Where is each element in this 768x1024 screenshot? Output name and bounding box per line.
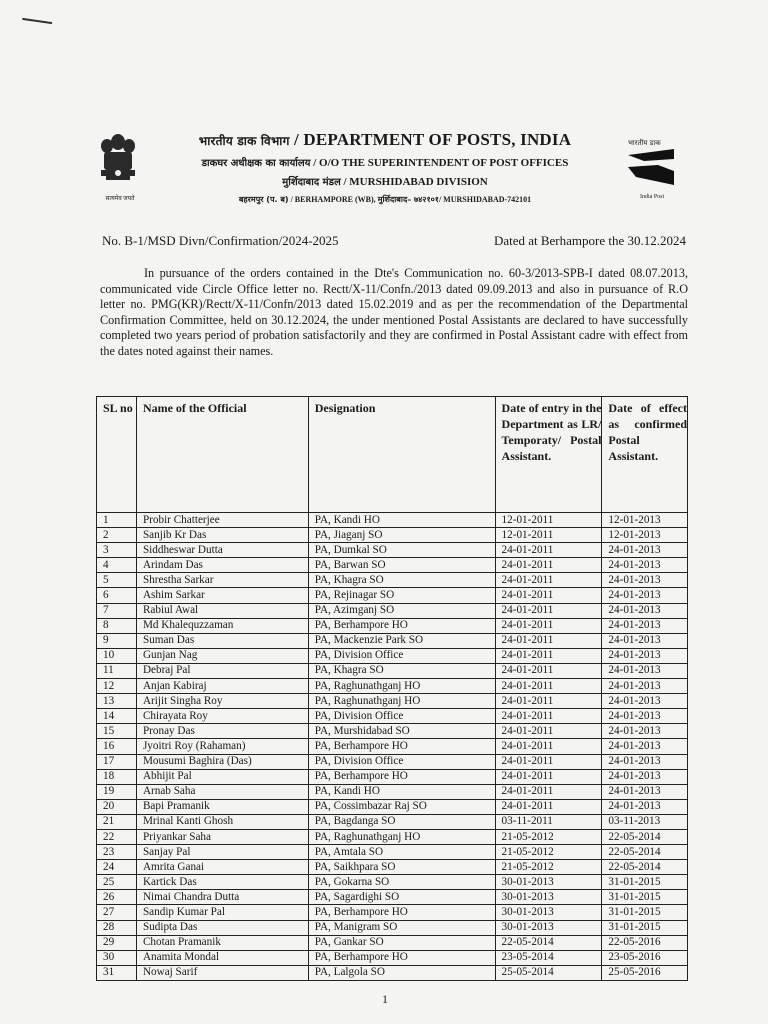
cell-entry-date: 30-01-2013 — [495, 905, 602, 920]
cell-entry-date: 24-01-2011 — [495, 543, 602, 558]
cell-designation: PA, Khagra SO — [308, 663, 495, 678]
letterhead-line-3: मुर्शिदाबाद मंडल / MURSHIDABAD DIVISION — [282, 176, 488, 188]
cell-sl: 5 — [97, 573, 137, 588]
cell-sl: 9 — [97, 633, 137, 648]
cell-effect-date: 24-01-2013 — [602, 663, 688, 678]
cell-name: Anamita Mondal — [136, 950, 308, 965]
cell-designation: PA, Berhampore HO — [308, 950, 495, 965]
cell-effect-date: 23-05-2016 — [602, 950, 688, 965]
cell-effect-date: 12-01-2013 — [602, 528, 688, 543]
cell-sl: 30 — [97, 950, 137, 965]
cell-sl: 29 — [97, 935, 137, 950]
cell-effect-date: 24-01-2013 — [602, 709, 688, 724]
cell-sl: 17 — [97, 754, 137, 769]
cell-name: Arnab Saha — [136, 784, 308, 799]
cell-designation: PA, Barwan SO — [308, 558, 495, 573]
table-row — [97, 890, 688, 905]
cell-effect-date: 24-01-2013 — [602, 648, 688, 663]
table-row — [97, 663, 688, 678]
cell-entry-date: 12-01-2011 — [495, 513, 602, 528]
cell-effect-date: 22-05-2014 — [602, 860, 688, 875]
cell-sl: 4 — [97, 558, 137, 573]
cell-sl: 26 — [97, 890, 137, 905]
header-sl: SL no — [97, 397, 137, 513]
cell-entry-date: 24-01-2011 — [495, 799, 602, 814]
table-row — [97, 603, 688, 618]
cell-name: Rabiul Awal — [136, 603, 308, 618]
cell-effect-date: 24-01-2013 — [602, 724, 688, 739]
address-pin-hindi: मुर्शिदाबाद– ७४२१०१ — [377, 195, 439, 204]
table-row — [97, 754, 688, 769]
table-row — [97, 935, 688, 950]
cell-designation: PA, Gankar SO — [308, 935, 495, 950]
table-row — [97, 784, 688, 799]
officials-table — [96, 396, 688, 981]
cell-designation: PA, Saikhpara SO — [308, 860, 495, 875]
header-designation: Designation — [308, 397, 495, 513]
table-header-row — [97, 397, 688, 513]
cell-effect-date: 22-05-2014 — [602, 845, 688, 860]
cell-entry-date: 24-01-2011 — [495, 558, 602, 573]
india-post-logo-icon — [626, 137, 676, 187]
page-number: 1 — [382, 992, 388, 1006]
reference-date: Dated at Berhampore the 30.12.2024 — [493, 233, 686, 248]
table-body — [97, 513, 688, 981]
cell-name: Bapi Pramanik — [136, 799, 308, 814]
cell-name: Kartick Das — [136, 875, 308, 890]
cell-sl: 16 — [97, 739, 137, 754]
cell-designation: PA, Cossimbazar Raj SO — [308, 799, 495, 814]
cell-entry-date: 24-01-2011 — [495, 709, 602, 724]
cell-sl: 3 — [97, 543, 137, 558]
cell-sl: 19 — [97, 784, 137, 799]
address-english: BERHAMPORE (WB), — [294, 195, 376, 204]
national-emblem-icon — [96, 132, 140, 194]
cell-name: Priyankar Saha — [136, 829, 308, 844]
table-row — [97, 588, 688, 603]
header-entry-date: Date of entry in the Department as LR/ Temporaty/ Postal Assistant. — [495, 397, 602, 513]
cell-designation: PA, Gokarna SO — [308, 875, 495, 890]
cell-effect-date: 24-01-2013 — [602, 679, 688, 694]
letterhead-line-1: भारतीय डाक विभाग / DEPARTMENT OF POSTS, INDIA — [198, 130, 572, 149]
logo-caption: India Post — [640, 194, 665, 200]
cell-designation: PA, Sagardighi SO — [308, 890, 495, 905]
cell-name: Mousumi Baghira (Das) — [136, 754, 308, 769]
cell-designation: PA, Bagdanga SO — [308, 814, 495, 829]
cell-name: Arijit Singha Roy — [136, 694, 308, 709]
cell-name: Pronay Das — [136, 724, 308, 739]
cell-name: Jyoitri Roy (Rahaman) — [136, 739, 308, 754]
cell-name: Sanjay Pal — [136, 845, 308, 860]
table-row — [97, 814, 688, 829]
table-row — [97, 633, 688, 648]
cell-sl: 15 — [97, 724, 137, 739]
cell-name: Gunjan Nag — [136, 648, 308, 663]
cell-effect-date: 03-11-2013 — [602, 814, 688, 829]
cell-designation: PA, Kandi HO — [308, 784, 495, 799]
cell-name: Suman Das — [136, 633, 308, 648]
division-name-hindi: मुर्शिदाबाद मंडल — [282, 177, 341, 188]
cell-name: Amrita Ganai — [136, 860, 308, 875]
cell-name: Nowaj Sarif — [136, 965, 308, 980]
cell-designation: PA, Raghunathganj HO — [308, 829, 495, 844]
cell-sl: 27 — [97, 905, 137, 920]
cell-designation: PA, Division Office — [308, 754, 495, 769]
cell-sl: 28 — [97, 920, 137, 935]
cell-effect-date: 24-01-2013 — [602, 739, 688, 754]
cell-designation: PA, Manigram SO — [308, 920, 495, 935]
cell-designation: PA, Raghunathganj HO — [308, 694, 495, 709]
cell-entry-date: 24-01-2011 — [495, 769, 602, 784]
cell-effect-date: 31-01-2015 — [602, 890, 688, 905]
cell-designation: PA, Jiaganj SO — [308, 528, 495, 543]
cell-designation: PA, Berhampore HO — [308, 739, 495, 754]
table-row — [97, 694, 688, 709]
cell-designation: PA, Amtala SO — [308, 845, 495, 860]
cell-entry-date: 24-01-2011 — [495, 724, 602, 739]
table-row — [97, 709, 688, 724]
cell-entry-date: 30-01-2013 — [495, 920, 602, 935]
table-row — [97, 920, 688, 935]
cell-entry-date: 03-11-2011 — [495, 814, 602, 829]
corner-pen-mark — [22, 18, 52, 27]
cell-designation: PA, Division Office — [308, 648, 495, 663]
table-row — [97, 513, 688, 528]
cell-name: Sandip Kumar Pal — [136, 905, 308, 920]
cell-name: Siddheswar Dutta — [136, 543, 308, 558]
table-row — [97, 769, 688, 784]
cell-designation: PA, Division Office — [308, 709, 495, 724]
header-effect-date: Date of effect as confirmed Postal Assistant. — [602, 397, 688, 513]
cell-sl: 2 — [97, 528, 137, 543]
cell-sl: 20 — [97, 799, 137, 814]
cell-entry-date: 12-01-2011 — [495, 528, 602, 543]
cell-effect-date: 24-01-2013 — [602, 784, 688, 799]
cell-name: Shrestha Sarkar — [136, 573, 308, 588]
cell-entry-date: 30-01-2013 — [495, 890, 602, 905]
cell-sl: 23 — [97, 845, 137, 860]
table-row — [97, 528, 688, 543]
emblem-caption: सत्यमेव जयते — [105, 196, 135, 202]
cell-name: Anjan Kabiraj — [136, 679, 308, 694]
table-row — [97, 829, 688, 844]
cell-effect-date: 24-01-2013 — [602, 633, 688, 648]
cell-sl: 25 — [97, 875, 137, 890]
table-row — [97, 799, 688, 814]
table-row — [97, 724, 688, 739]
cell-sl: 11 — [97, 663, 137, 678]
cell-sl: 8 — [97, 618, 137, 633]
cell-name: Sudipta Das — [136, 920, 308, 935]
cell-sl: 21 — [97, 814, 137, 829]
cell-effect-date: 25-05-2016 — [602, 965, 688, 980]
cell-effect-date: 24-01-2013 — [602, 588, 688, 603]
cell-name: Nimai Chandra Dutta — [136, 890, 308, 905]
cell-effect-date: 31-01-2015 — [602, 875, 688, 890]
logo-text: भारतीय डाक — [628, 139, 661, 147]
dept-name-english: DEPARTMENT OF POSTS, INDIA — [303, 130, 572, 149]
cell-effect-date: 31-01-2015 — [602, 905, 688, 920]
cell-name: Md Khalequzzaman — [136, 618, 308, 633]
order-paragraph: In pursuance of the orders contained in the Dte's Communication no. 60-3/2013-SPB-I dated 08.07.2013, communicated vide Circle Office letter no. Rectt/X-11/Confn./2013 dated 09.09.2013 and also in pursuance of R.O letter no. PMG(KR)/Rectt/X-11/Confn/2013 dated 15.02.2019 and as per the recommendation of the Departmental Confirmation Committee, held on 30.12.2024, the under mentioned Postal Assistants are declared to have successfully completed two years period of probation satisfactorily and they are confirmed in Postal Assistant cadre with effect from the dates noted against their names. — [100, 266, 688, 358]
office-name-english: O/O THE SUPERINTENDENT OF POST OFFICES — [319, 157, 569, 169]
cell-entry-date: 24-01-2011 — [495, 679, 602, 694]
table-row — [97, 679, 688, 694]
cell-name: Mrinal Kanti Ghosh — [136, 814, 308, 829]
cell-entry-date: 21-05-2012 — [495, 829, 602, 844]
table-row — [97, 739, 688, 754]
cell-entry-date: 21-05-2012 — [495, 860, 602, 875]
table-row — [97, 558, 688, 573]
table-row — [97, 965, 688, 980]
cell-entry-date: 24-01-2011 — [495, 784, 602, 799]
cell-entry-date: 24-01-2011 — [495, 648, 602, 663]
cell-entry-date: 24-01-2011 — [495, 588, 602, 603]
header-name: Name of the Official — [136, 397, 308, 513]
cell-effect-date: 31-01-2015 — [602, 920, 688, 935]
reference-number: No. B-1/MSD Divn/Confirmation/2024-2025 — [102, 233, 339, 248]
table-row — [97, 875, 688, 890]
cell-designation: PA, Khagra SO — [308, 573, 495, 588]
cell-name: Sanjib Kr Das — [136, 528, 308, 543]
cell-effect-date: 24-01-2013 — [602, 769, 688, 784]
cell-entry-date: 24-01-2011 — [495, 694, 602, 709]
letterhead-line-2: डाकघर अधीक्षक का कार्यालय / O/O THE SUPERINTENDENT OF POST OFFICES — [201, 157, 569, 169]
cell-entry-date: 24-01-2011 — [495, 754, 602, 769]
cell-designation: PA, Lalgola SO — [308, 965, 495, 980]
table-row — [97, 845, 688, 860]
cell-entry-date: 24-01-2011 — [495, 603, 602, 618]
office-name-hindi: डाकघर अधीक्षक का कार्यालय — [201, 158, 311, 169]
cell-effect-date: 24-01-2013 — [602, 618, 688, 633]
cell-entry-date: 24-01-2011 — [495, 739, 602, 754]
cell-effect-date: 22-05-2014 — [602, 829, 688, 844]
letterhead-line-4: बहरमपुर (प. ब) / BERHAMPORE (WB), मुर्शिदाबाद– ७४२१०१/ MURSHIDABAD-742101 — [238, 195, 532, 204]
cell-effect-date: 24-01-2013 — [602, 754, 688, 769]
reference-line — [102, 233, 686, 249]
cell-sl: 13 — [97, 694, 137, 709]
cell-entry-date: 24-01-2011 — [495, 618, 602, 633]
table-row — [97, 860, 688, 875]
cell-sl: 1 — [97, 513, 137, 528]
cell-entry-date: 30-01-2013 — [495, 875, 602, 890]
cell-name: Arindam Das — [136, 558, 308, 573]
cell-designation: PA, Murshidabad SO — [308, 724, 495, 739]
cell-sl: 24 — [97, 860, 137, 875]
cell-name: Abhijit Pal — [136, 769, 308, 784]
cell-designation: PA, Mackenzie Park SO — [308, 633, 495, 648]
cell-designation: PA, Rejinagar SO — [308, 588, 495, 603]
cell-entry-date: 24-01-2011 — [495, 573, 602, 588]
address-hindi: बहरमपुर (प. ब) — [238, 195, 289, 204]
cell-entry-date: 22-05-2014 — [495, 935, 602, 950]
cell-name: Ashim Sarkar — [136, 588, 308, 603]
cell-sl: 6 — [97, 588, 137, 603]
cell-sl: 22 — [97, 829, 137, 844]
cell-entry-date: 24-01-2011 — [495, 633, 602, 648]
table-row — [97, 543, 688, 558]
cell-designation: PA, Dumkal SO — [308, 543, 495, 558]
cell-sl: 12 — [97, 679, 137, 694]
cell-entry-date: 25-05-2014 — [495, 965, 602, 980]
cell-effect-date: 12-01-2013 — [602, 513, 688, 528]
cell-effect-date: 24-01-2013 — [602, 694, 688, 709]
division-name-english: MURSHIDABAD DIVISION — [349, 176, 488, 188]
cell-sl: 10 — [97, 648, 137, 663]
cell-designation: PA, Raghunathganj HO — [308, 679, 495, 694]
cell-designation: PA, Berhampore HO — [308, 618, 495, 633]
cell-designation: PA, Berhampore HO — [308, 905, 495, 920]
cell-entry-date: 24-01-2011 — [495, 663, 602, 678]
table-row — [97, 905, 688, 920]
cell-name: Debraj Pal — [136, 663, 308, 678]
cell-effect-date: 24-01-2013 — [602, 799, 688, 814]
cell-designation: PA, Azimganj SO — [308, 603, 495, 618]
table-row — [97, 950, 688, 965]
table-row — [97, 648, 688, 663]
table-row — [97, 573, 688, 588]
cell-name: Probir Chatterjee — [136, 513, 308, 528]
cell-effect-date: 22-05-2016 — [602, 935, 688, 950]
cell-sl: 31 — [97, 965, 137, 980]
cell-entry-date: 21-05-2012 — [495, 845, 602, 860]
dept-name-hindi: भारतीय डाक विभाग — [198, 134, 290, 148]
cell-entry-date: 23-05-2014 — [495, 950, 602, 965]
cell-sl: 7 — [97, 603, 137, 618]
cell-effect-date: 24-01-2013 — [602, 573, 688, 588]
cell-name: Chotan Pramanik — [136, 935, 308, 950]
cell-name: Chirayata Roy — [136, 709, 308, 724]
cell-effect-date: 24-01-2013 — [602, 558, 688, 573]
table-row — [97, 618, 688, 633]
cell-sl: 14 — [97, 709, 137, 724]
cell-effect-date: 24-01-2013 — [602, 603, 688, 618]
cell-designation: PA, Kandi HO — [308, 513, 495, 528]
cell-designation: PA, Berhampore HO — [308, 769, 495, 784]
address-pin-english: MURSHIDABAD-742101 — [443, 195, 532, 204]
cell-sl: 18 — [97, 769, 137, 784]
cell-effect-date: 24-01-2013 — [602, 543, 688, 558]
letterhead — [150, 130, 620, 205]
